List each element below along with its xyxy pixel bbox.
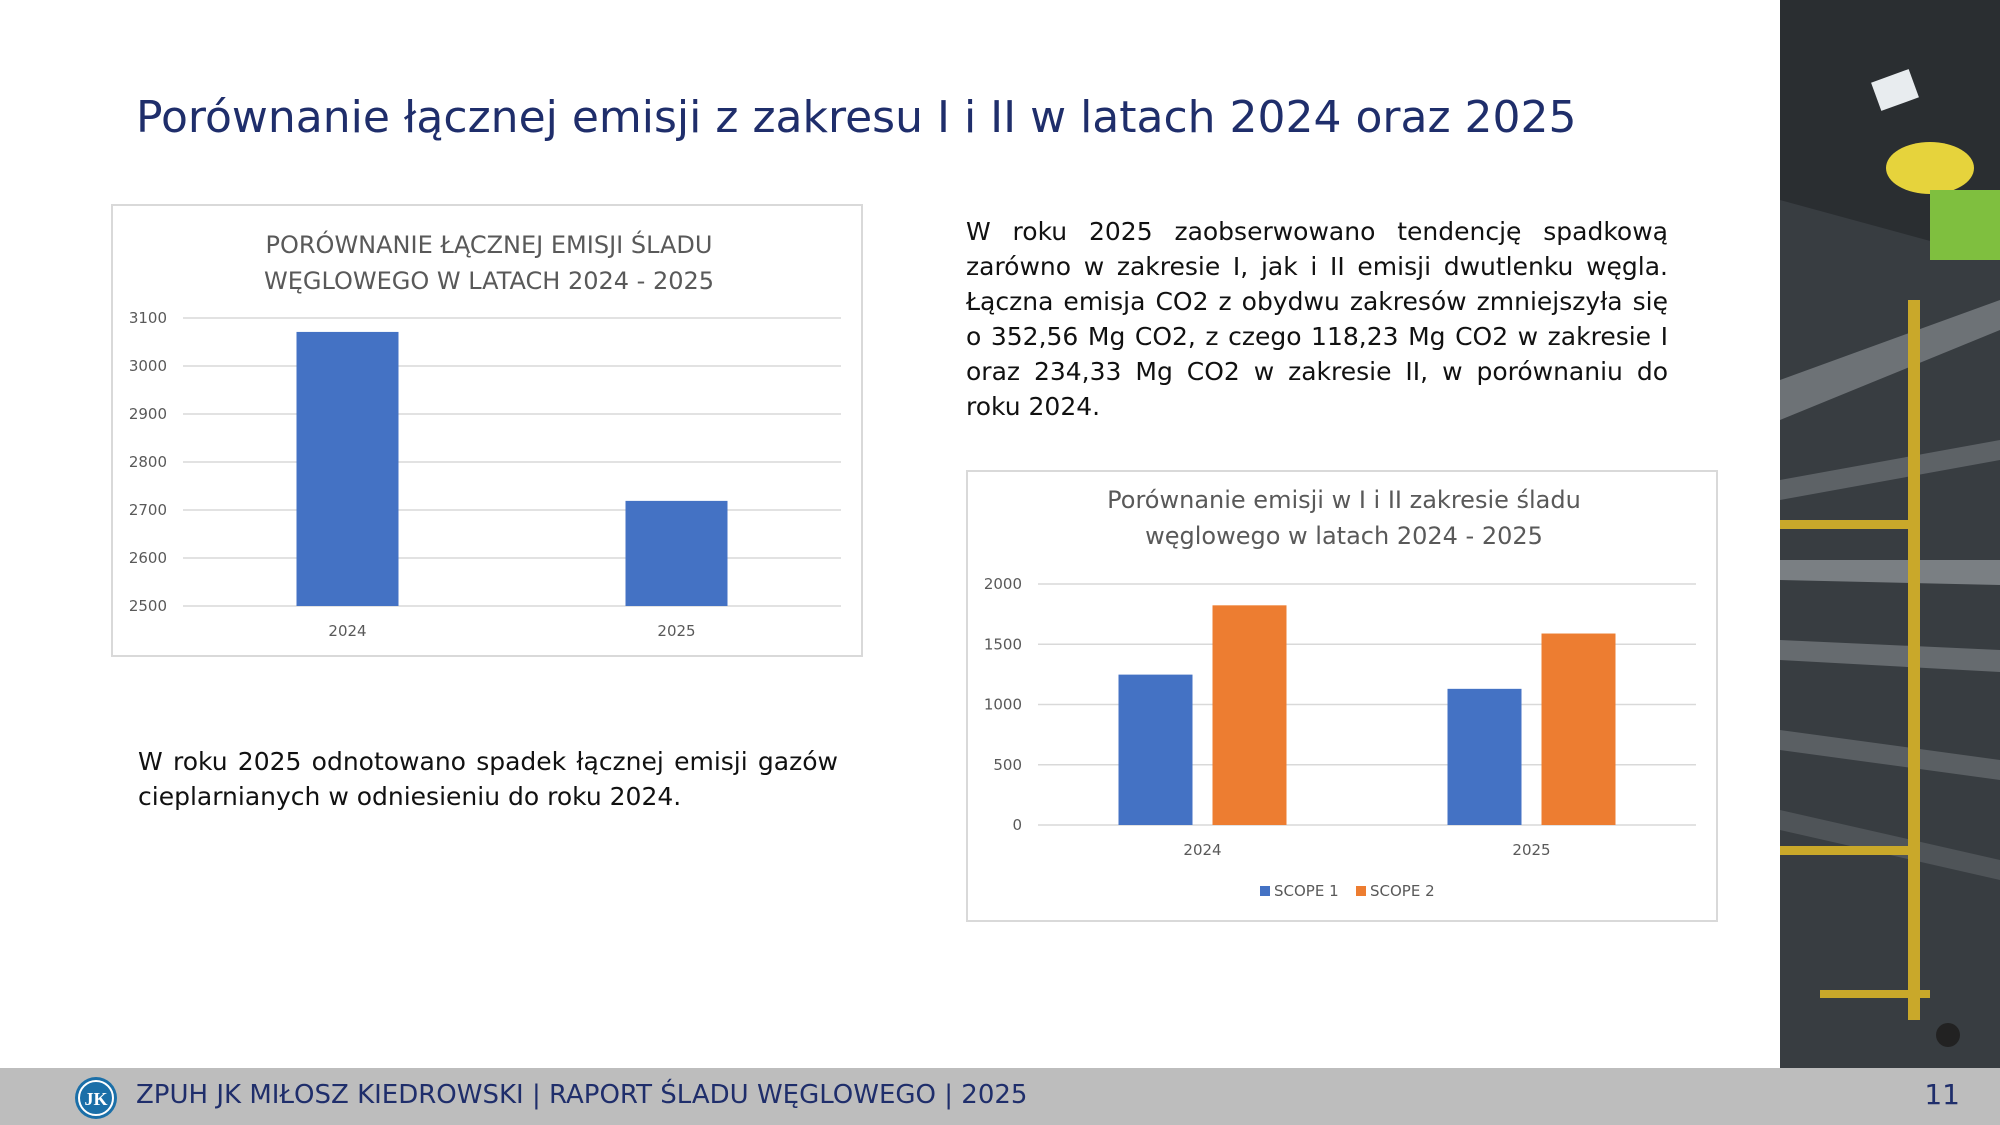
y-tick-label: 2500 [128, 597, 167, 615]
chart-title-line: WĘGLOWEGO W LATACH 2024 - 2025 [263, 267, 715, 295]
photo-illustration [1780, 0, 2000, 1068]
paragraph-scope-trend: W roku 2025 zaobserwowano tendencję spadkową zarówno w zakresie I, jak i II emisji dwutlenku węgla. Łączna emisja CO2 z obydwu zakresów zmniejszyła się o 352,56 Mg CO2, z czego 118,23 Mg CO2 w zakresie I oraz 234,33 Mg CO2 w zakresie II, w porównaniu do roku 2024. [966, 217, 1668, 421]
scope-emission-chart-svg [968, 472, 1720, 924]
bar-scope-2-2025 [1542, 634, 1616, 825]
x-tick-label: 2025 [657, 622, 696, 640]
x-tick-label: 2024 [1183, 841, 1222, 859]
bar-scope-2-2024 [1213, 605, 1287, 825]
y-tick-label: 0 [1012, 816, 1022, 834]
y-tick-label: 2000 [983, 575, 1022, 593]
legend-swatch [1356, 886, 1366, 896]
paragraph-total-decrease: W roku 2025 odnotowano spadek łącznej emisji gazów cieplarnianych w odniesieniu do roku 2024. [138, 747, 838, 811]
bar-total-2024 [297, 332, 399, 606]
x-tick-label: 2025 [1512, 841, 1551, 859]
company-logo [74, 1076, 118, 1120]
slide-title: Porównanie łącznej emisji z zakresu I i II w latach 2024 oraz 2025 [136, 92, 1577, 143]
total-emission-chart-svg [113, 206, 865, 659]
chart-title-line: Porównanie emisji w I i II zakresie śladu [1107, 486, 1581, 514]
legend-label: SCOPE 2 [1370, 882, 1435, 900]
y-tick-label: 1000 [983, 695, 1022, 714]
page-number: 11 [1924, 1078, 1960, 1111]
bar-scope-1-2024 [1119, 675, 1193, 825]
footer-text: ZPUH JK MIŁOSZ KIEDROWSKI | RAPORT ŚLADU WĘGLOWEGO | 2025 [136, 1080, 1028, 1110]
legend-label: SCOPE 1 [1274, 882, 1339, 900]
y-tick-label: 2800 [128, 453, 167, 471]
y-tick-label: 2600 [128, 549, 167, 567]
bar-total-2025 [626, 501, 728, 606]
x-tick-label: 2024 [328, 622, 367, 640]
y-tick-label: 3100 [128, 309, 167, 327]
y-tick-label: 2900 [128, 405, 167, 423]
chart-title-line: PORÓWNANIE ŁĄCZNEJ EMISJI ŚLADU [265, 231, 713, 259]
total-emission-chart [111, 204, 863, 657]
y-tick-label: 500 [993, 755, 1022, 774]
chart-title-line: węglowego w latach 2024 - 2025 [1145, 522, 1543, 550]
y-tick-label: 2700 [128, 501, 167, 519]
bar-scope-1-2025 [1448, 689, 1522, 825]
y-tick-label: 3000 [128, 357, 167, 375]
industrial-worker-photo [1780, 0, 2000, 1068]
logo-text: JK [84, 1089, 108, 1109]
scope-emission-chart [966, 470, 1718, 922]
y-tick-label: 1500 [983, 635, 1022, 654]
legend-swatch [1260, 886, 1270, 896]
footer-bar [0, 1068, 2000, 1125]
